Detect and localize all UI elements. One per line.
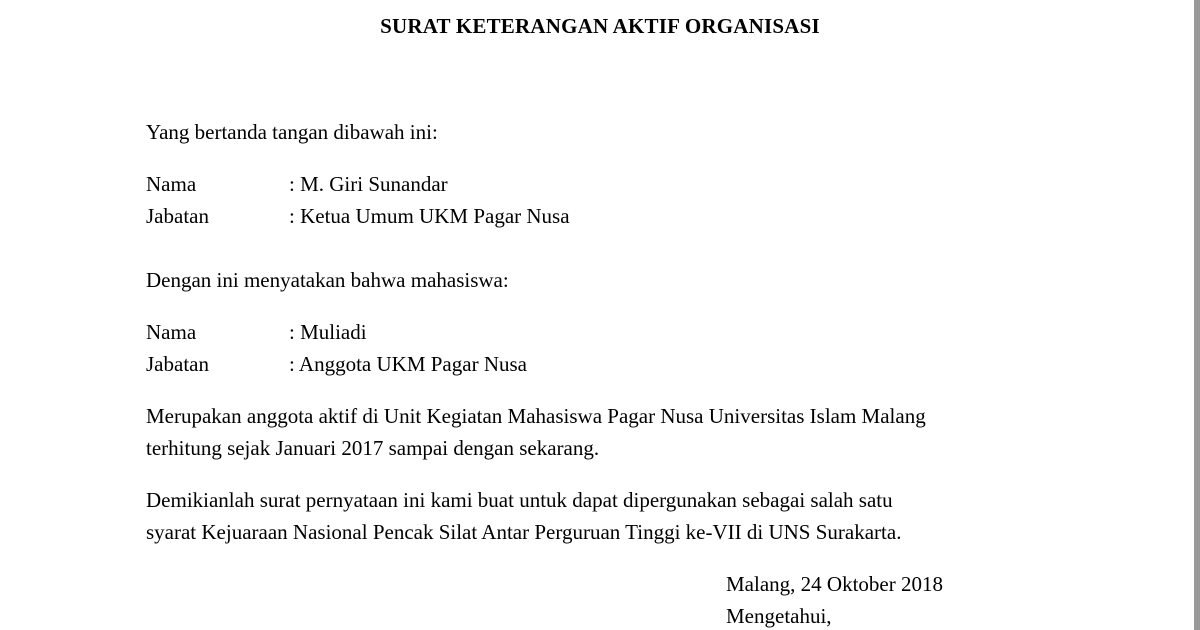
signer-name-value: : M. Giri Sunandar: [289, 172, 448, 196]
student-name-label: Nama: [146, 320, 197, 344]
student-name-value: : Muliadi: [289, 320, 367, 344]
paragraph2-line1: Demikianlah surat pernyataan ini kami buat untuk dapat dipergunakan sebagai salah satu: [146, 488, 893, 512]
signer-position-label: Jabatan: [146, 204, 209, 228]
paragraph1-line2: terhitung sejak Januari 2017 sampai dengan sekarang.: [146, 436, 600, 460]
place-date: Malang, 24 Oktober 2018: [726, 572, 943, 596]
student-position-label: Jabatan: [146, 352, 209, 376]
paragraph1-line1: Merupakan anggota aktif di Unit Kegiatan Mahasiswa Pagar Nusa Universitas Islam Malang: [146, 404, 926, 428]
signer-name-label: Nama: [146, 172, 197, 196]
document-title: SURAT KETERANGAN AKTIF ORGANISASI: [380, 14, 820, 38]
student-position-value: : Anggota UKM Pagar Nusa: [289, 352, 527, 376]
intro-text: Yang bertanda tangan dibawah ini:: [146, 120, 438, 144]
paragraph2-line2: syarat Kejuaraan Nasional Pencak Silat Antar Perguruan Tinggi ke-VII di UNS Surakarta.: [146, 520, 902, 544]
signer-position-value: : Ketua Umum UKM Pagar Nusa: [289, 204, 570, 228]
acknowledged-text: Mengetahui,: [726, 604, 832, 628]
statement-intro: Dengan ini menyatakan bahwa mahasiswa:: [146, 268, 509, 292]
